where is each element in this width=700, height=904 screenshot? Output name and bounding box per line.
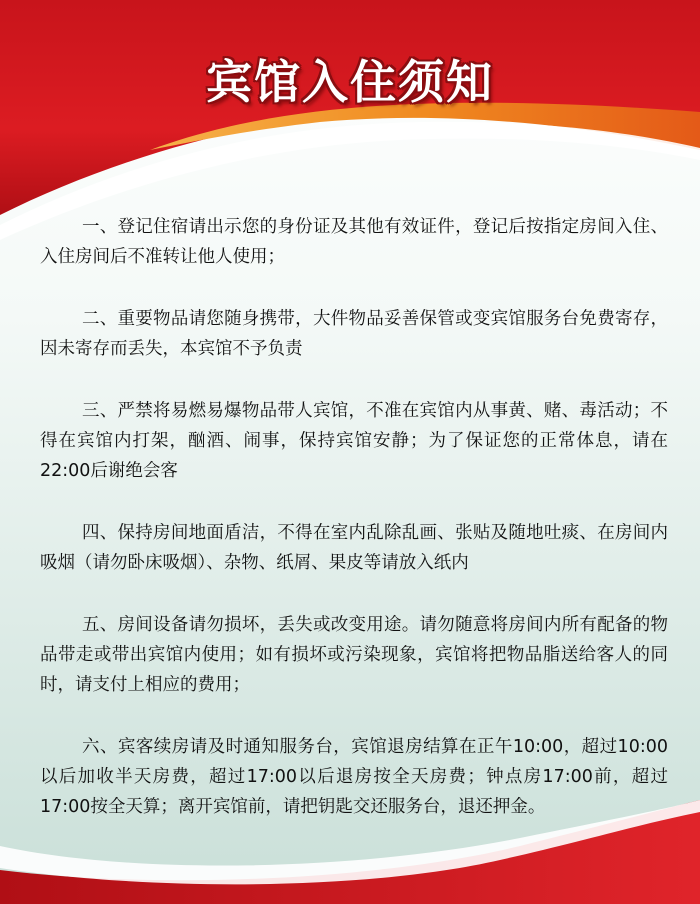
page-title: 宾馆入住须知 [206,55,494,109]
rule-1: 一、登记住宿请出示您的身份证及其他有效证件，登记后按指定房间入住、入住房间后不准转让他人使用； [40,217,668,267]
rule-4: 四、保持房间地面盾洁，不得在室内乱除乱画、张贴及随地吐痰、在房间内吸烟（请勿卧床吸烟）、杂物、纸屑、果皮等请放入纸内 [40,523,668,573]
rule-6: 六、宾客续房请及时通知服务台，宾馆退房结算在正午10:00，超过10:00以后加收半天房费，超过17:00以后退房按全天房费；钟点房17:00前，超过17:00按全天算；离开宾馆前，请把钥匙交还服务台，退还押金。 [40,737,668,817]
rule-3: 三、严禁将易燃易爆物品带人宾馆，不准在宾馆内从事黄、赌、毒活动；不得在宾馆内打架，酗酒、闹事，保持宾馆安静；为了保证您的正常体息，请在22:00后谢绝会客 [40,401,668,481]
rule-5: 五、房间设备请勿损坏，丢失或改变用途。请勿随意将房间内所有配备的物品带走或带出宾馆内使用；如有损坏或污染现象，宾馆将把物品脂送给客人的同时，请支付上相应的费用； [40,615,668,695]
rule-2: 二、重要物品请您随身携带，大件物品妥善保管或变宾馆服务台免费寄存，因未寄存而丢失，本宾馆不予负责 [40,309,668,359]
